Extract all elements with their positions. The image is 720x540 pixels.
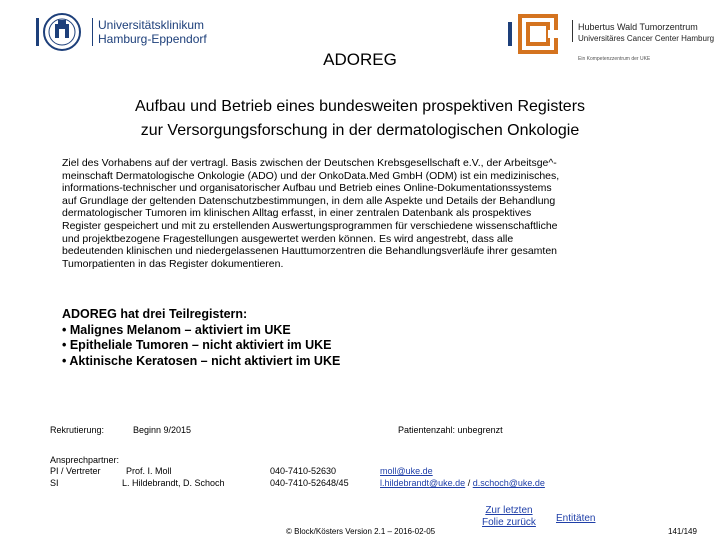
entities-link[interactable]: Entitäten	[556, 513, 596, 524]
page-subtitle	[0, 95, 720, 143]
registers-list	[62, 307, 340, 369]
contact-phone: 040-7410-52648/45	[270, 478, 349, 488]
uke-name	[98, 18, 207, 46]
htz-tagline: Ein Kompetenzzentrum der UKE	[578, 56, 651, 62]
page-title: ADOREG	[323, 50, 397, 69]
contact-email-link[interactable]: d.schoch@uke.de	[472, 478, 545, 488]
body-line: Register gespeichert und mit zu erstellenden Auswertungsprogrammen für verschiedene wissenschaftliche	[62, 219, 558, 232]
subtitle-line: zur Versorgungsforschung in der dermatologischen Onkologie	[140, 122, 580, 139]
register-item: • Aktinische Keratosen – nicht aktiviert im UKE	[62, 353, 341, 368]
email-separator: /	[465, 478, 473, 488]
uke-logo	[36, 12, 207, 52]
contact-email-link[interactable]: l.hildebrandt@uke.de	[380, 478, 466, 488]
htz-name-line1: Hubertus Wald Tumorzentrum	[578, 22, 698, 32]
register-item: • Malignes Melanom – aktiviert im UKE	[62, 322, 291, 337]
contact-phone: 040-7410-52630	[270, 466, 337, 476]
contact-role: SI	[50, 478, 59, 488]
recruitment-value: Beginn 9/2015	[133, 425, 192, 435]
contact-name: L. Hildebrandt, D. Schoch	[122, 478, 225, 488]
contact-emails	[380, 478, 545, 488]
registers-heading: ADOREG hat drei Teilregistern:	[62, 307, 248, 321]
uke-divider	[92, 18, 93, 46]
body-line: informations-technischer und organisatorischer Aufbau und Betrieb eines Online-Dokumentationssystems	[62, 182, 552, 195]
body-line: bedeutenden klinischen und niedergelassenen Hauttumorzentren die Behandlungsverläufe ihrer gesamten	[62, 245, 558, 258]
contact-name: Prof. I. Moll	[126, 466, 172, 476]
contact-email-link[interactable]: moll@uke.de	[380, 466, 433, 476]
description-paragraph	[62, 157, 702, 270]
back-link-line1: Zur letzten	[485, 505, 533, 516]
uke-seal-icon	[36, 12, 86, 52]
copyright: © Block/Kösters Version 2.1 – 2016-02-05	[286, 527, 436, 536]
back-link-line2: Folie zurück	[482, 517, 536, 528]
htz-divider	[572, 20, 573, 42]
uke-name-line1: Universitätsklinikum	[98, 18, 205, 32]
body-line: auf Grundlage der geltenden Datenschutzbestimmungen, in dem alle Aspekte und Details der Behandlung	[62, 194, 556, 207]
uke-name-line2: Hamburg-Eppendorf	[98, 32, 207, 46]
htz-name-line2: Universitäres Cancer Center Hamburg	[578, 34, 715, 43]
body-line: und projektbezogene Fragestellungen ausgewertet werden können. Es wird angestrebt, dass alle	[62, 232, 514, 245]
body-line: Ziel des Vorhabens auf der vertragl. Basis zwischen der Deutschen Krebsgesellschaft e.V., der Arbeitsge^-	[62, 157, 557, 169]
page-number: 141/149	[668, 527, 697, 536]
register-item: • Epitheliale Tumoren – nicht aktiviert im UKE	[62, 338, 332, 352]
body-line: Tumorpatienten in das Register dokumentieren.	[62, 257, 284, 270]
body-line: dermatologischer Tumoren im klinischen Alltag erfasst, in einer zentralen Datenbank als prospektives	[62, 207, 532, 220]
patient-count: Patientenzahl: unbegrenzt	[398, 425, 503, 435]
htz-name	[578, 22, 714, 44]
subtitle-line: Aufbau und Betrieb eines bundesweiten prospektiven Registers	[134, 98, 586, 115]
contact-role: PI / Vertreter	[50, 466, 101, 476]
contacts-heading: Ansprechpartner:	[50, 455, 120, 465]
body-line: meinschaft Dermatologische Onkologie (ADO) und der OnkoData.Med GmbH (ODM) ist ein medizinisches,	[62, 169, 560, 182]
back-to-last-slide-link[interactable]	[482, 505, 536, 529]
recruitment-label: Rekrutierung:	[50, 425, 105, 435]
